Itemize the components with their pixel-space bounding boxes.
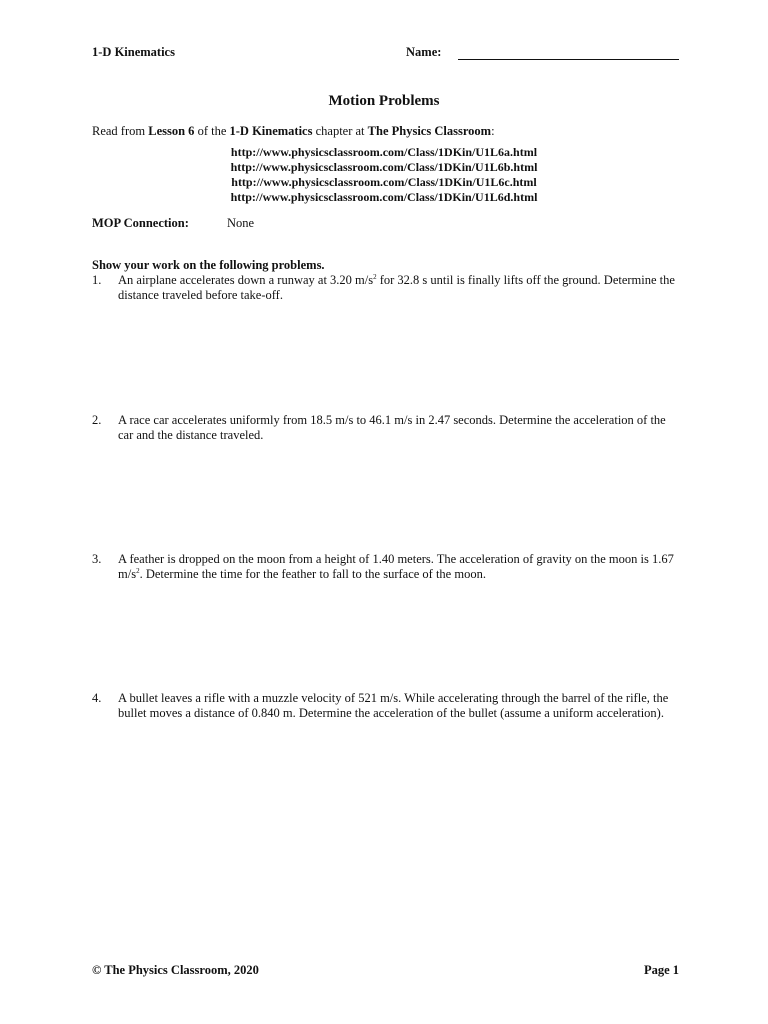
mop-value: None [227,216,255,230]
problem-4 [92,691,682,721]
problem-text: A feather is dropped on the moon from a height of 1.40 meters. The acceleration of gravity on the moon is 1.67 $m/s^2$. Determine the time for the feather to fall to the surface of the moon. [118,552,674,581]
course-title: 1-D Kinematics [92,45,175,59]
chapter-name: 1-D Kinematics [229,124,313,138]
name-blank-line [458,59,679,60]
problem-number: 4. [92,691,102,705]
name-label: Name: [406,45,442,59]
intro-text-3: chapter at [312,124,368,138]
problem-text: An airplane accelerates down a runway at 3.20 $m/s^2$ for 32.8 s until is finally lifts off the ground. Determine the distance traveled before take-off. [118,272,675,302]
link-u1l6a[interactable]: http://www.physicsclassroom.com/Class/1DKin/U1L6a.html [230,145,538,159]
work-instructions: Show your work on the following problems. [92,258,325,272]
reading-instructions [92,124,495,139]
reading-links [0,145,768,205]
intro-text-1: Read from [92,124,149,138]
problem-3 [92,552,682,582]
problem-1 [92,273,682,303]
problem-text: A bullet leaves a rifle with a muzzle velocity of 521 m/s. While accelerating through the barrel of the rifle, the bullet moves a distance of 0.840 m. Determine the acceleration of the bullet (assume a uniform acceleration). [118,691,669,720]
intro-text-2: of the [194,124,230,138]
link-u1l6d[interactable]: http://www.physicsclassroom.com/Class/1DKin/U1L6d.html [230,190,538,204]
site-name: The Physics Classroom [367,124,492,138]
lesson-name: Lesson 6 [148,124,195,138]
intro-text-4: : [491,124,495,138]
problem-number: 3. [92,552,102,566]
mop-connection [92,216,254,231]
mop-label: MOP Connection: [92,216,189,230]
page-title: Motion Problems [328,93,440,109]
link-u1l6c[interactable]: http://www.physicsclassroom.com/Class/1DKin/U1L6c.html [231,175,537,189]
problem-2 [92,413,682,443]
link-u1l6b[interactable]: http://www.physicsclassroom.com/Class/1DKin/U1L6b.html [230,160,538,174]
copyright: © The Physics Classroom, 2020 [92,963,259,977]
problem-number: 1. [92,273,102,287]
problem-number: 2. [92,413,102,427]
problem-text: A race car accelerates uniformly from 18.5 m/s to 46.1 m/s in 2.47 seconds. Determine the acceleration of the car and the distance traveled. [118,413,666,442]
page-number: Page 1 [643,963,679,977]
